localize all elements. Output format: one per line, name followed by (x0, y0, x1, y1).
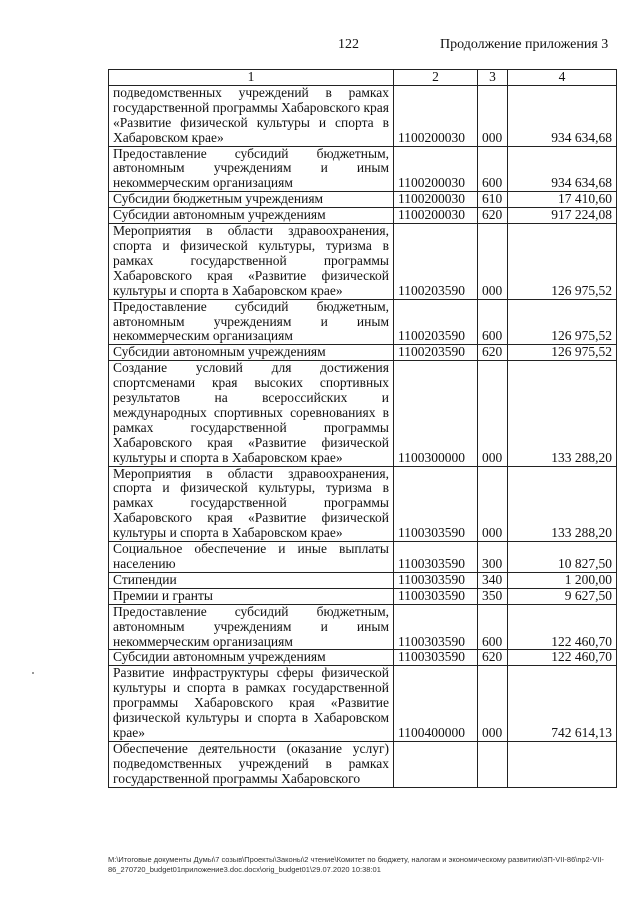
row-code-cell: 1100203590 (394, 224, 478, 300)
row-code-cell: 1100200030 (394, 146, 478, 192)
column-header-1: 1 (109, 70, 394, 86)
table-row (109, 146, 617, 192)
row-code-cell: 1100200030 (394, 85, 478, 146)
table-row (109, 650, 617, 666)
table-row (109, 345, 617, 361)
row-kind-cell: 000 (478, 666, 508, 742)
row-kind-cell: 350 (478, 588, 508, 604)
table-row (109, 466, 617, 542)
table-row (109, 604, 617, 650)
table-row (109, 542, 617, 573)
row-name-cell: Стипендии (109, 572, 394, 588)
table-row (109, 361, 617, 466)
row-name-cell: подведомственных учреждений в рамках государственной программы Хабаровского края «Развитие физической культуры и спорта в Хабаровском крае» (109, 85, 394, 146)
row-name-cell: Мероприятия в области здравоохранения, спорта и физической культуры, туризма в рамках государственной программы Хабаровского края «Развитие физической культуры и спорта в Хабаровском крае» (109, 466, 394, 542)
footer-file-path: M:\Итоговые документы Думы\7 созыв\Проекты\Законы\2 чтение\Комитет по бюджету, налогам и экономическому развитию\3П-VII-86\пр2-VII-86_270720_budget01приложение3.doc.docx\orig_budget01\29.07.2020 10:38:01 (108, 855, 604, 874)
row-code-cell: 1100303590 (394, 650, 478, 666)
table-row (109, 666, 617, 742)
row-name-cell: Предоставление субсидий бюджетным, автономным учреждениям и иным некоммерческим организациям (109, 146, 394, 192)
row-code-cell: 1100303590 (394, 604, 478, 650)
row-kind-cell: 340 (478, 572, 508, 588)
row-name-cell: Субсидии бюджетным учреждениям (109, 192, 394, 208)
row-code-cell: 1100203590 (394, 345, 478, 361)
row-amount-cell: 126 975,52 (508, 345, 617, 361)
row-name-cell: Предоставление субсидий бюджетным, автономным учреждениям и иным некоммерческим организациям (109, 299, 394, 345)
column-header-3: 3 (478, 70, 508, 86)
table-row (109, 224, 617, 300)
table-header-row (109, 70, 617, 86)
row-amount-cell: 133 288,20 (508, 361, 617, 466)
row-amount-cell: 742 614,13 (508, 666, 617, 742)
row-name-cell: Премии и гранты (109, 588, 394, 604)
row-amount-cell: 917 224,08 (508, 208, 617, 224)
row-kind-cell: 000 (478, 85, 508, 146)
row-amount-cell: 126 975,52 (508, 224, 617, 300)
row-amount-cell: 934 634,68 (508, 85, 617, 146)
row-kind-cell: 600 (478, 146, 508, 192)
row-name-cell: Субсидии автономным учреждениям (109, 650, 394, 666)
table-row (109, 85, 617, 146)
table-row (109, 299, 617, 345)
table-row (109, 192, 617, 208)
row-name-cell: Мероприятия в области здравоохранения, спорта и физической культуры, туризма в рамках государственной программы Хабаровского края «Развитие физической культуры и спорта в Хабаровском крае» (109, 224, 394, 300)
row-name-cell: Предоставление субсидий бюджетным, автономным учреждениям и иным некоммерческим организациям (109, 604, 394, 650)
row-code-cell: 1100200030 (394, 192, 478, 208)
row-name-cell: Развитие инфраструктуры сферы физической культуры и спорта в рамках государственной программы Хабаровского края «Развитие физической культуры и спорта в Хабаровском крае» (109, 666, 394, 742)
row-amount-cell: 17 410,60 (508, 192, 617, 208)
row-amount-cell: 126 975,52 (508, 299, 617, 345)
row-amount-cell: 10 827,50 (508, 542, 617, 573)
row-code-cell: 1100303590 (394, 572, 478, 588)
row-kind-cell: 620 (478, 650, 508, 666)
row-code-cell: 1100300000 (394, 361, 478, 466)
table-body (109, 85, 617, 787)
row-amount-cell: 1 200,00 (508, 572, 617, 588)
row-kind-cell: 000 (478, 361, 508, 466)
row-name-cell: Субсидии автономным учреждениям (109, 345, 394, 361)
page-number: 122 (338, 37, 359, 52)
row-amount-cell (508, 741, 617, 787)
column-header-2: 2 (394, 70, 478, 86)
scan-speck (32, 672, 34, 674)
row-code-cell: 1100200030 (394, 208, 478, 224)
row-kind-cell: 300 (478, 542, 508, 573)
table-row (109, 208, 617, 224)
row-amount-cell: 122 460,70 (508, 604, 617, 650)
row-kind-cell: 600 (478, 299, 508, 345)
row-code-cell: 1100203590 (394, 299, 478, 345)
row-kind-cell: 620 (478, 345, 508, 361)
row-code-cell: 1100303590 (394, 466, 478, 542)
row-code-cell: 1100303590 (394, 542, 478, 573)
row-amount-cell: 122 460,70 (508, 650, 617, 666)
table-row (109, 741, 617, 787)
row-name-cell: Создание условий для достижения спортсменами края высоких спортивных результатов на всероссийских и международных спортивных соревнованиях в рамках государственной программы Хабаровского края «Развитие физической культуры и спорта в Хабаровском крае» (109, 361, 394, 466)
column-header-4: 4 (508, 70, 617, 86)
row-name-cell: Субсидии автономным учреждениям (109, 208, 394, 224)
row-name-cell: Социальное обеспечение и иные выплаты населению (109, 542, 394, 573)
row-kind-cell: 600 (478, 604, 508, 650)
row-code-cell (394, 741, 478, 787)
row-kind-cell: 000 (478, 466, 508, 542)
row-kind-cell: 000 (478, 224, 508, 300)
row-code-cell: 1100400000 (394, 666, 478, 742)
row-amount-cell: 133 288,20 (508, 466, 617, 542)
row-amount-cell: 934 634,68 (508, 146, 617, 192)
row-name-cell: Обеспечение деятельности (оказание услуг) подведомственных учреждений в рамках государственной программы Хабаровского (109, 741, 394, 787)
row-kind-cell (478, 741, 508, 787)
row-kind-cell: 620 (478, 208, 508, 224)
table-row (109, 588, 617, 604)
budget-table (108, 69, 617, 788)
row-code-cell: 1100303590 (394, 588, 478, 604)
continuation-caption: Продолжение приложения 3 (440, 37, 609, 52)
row-kind-cell: 610 (478, 192, 508, 208)
row-amount-cell: 9 627,50 (508, 588, 617, 604)
table-row (109, 572, 617, 588)
